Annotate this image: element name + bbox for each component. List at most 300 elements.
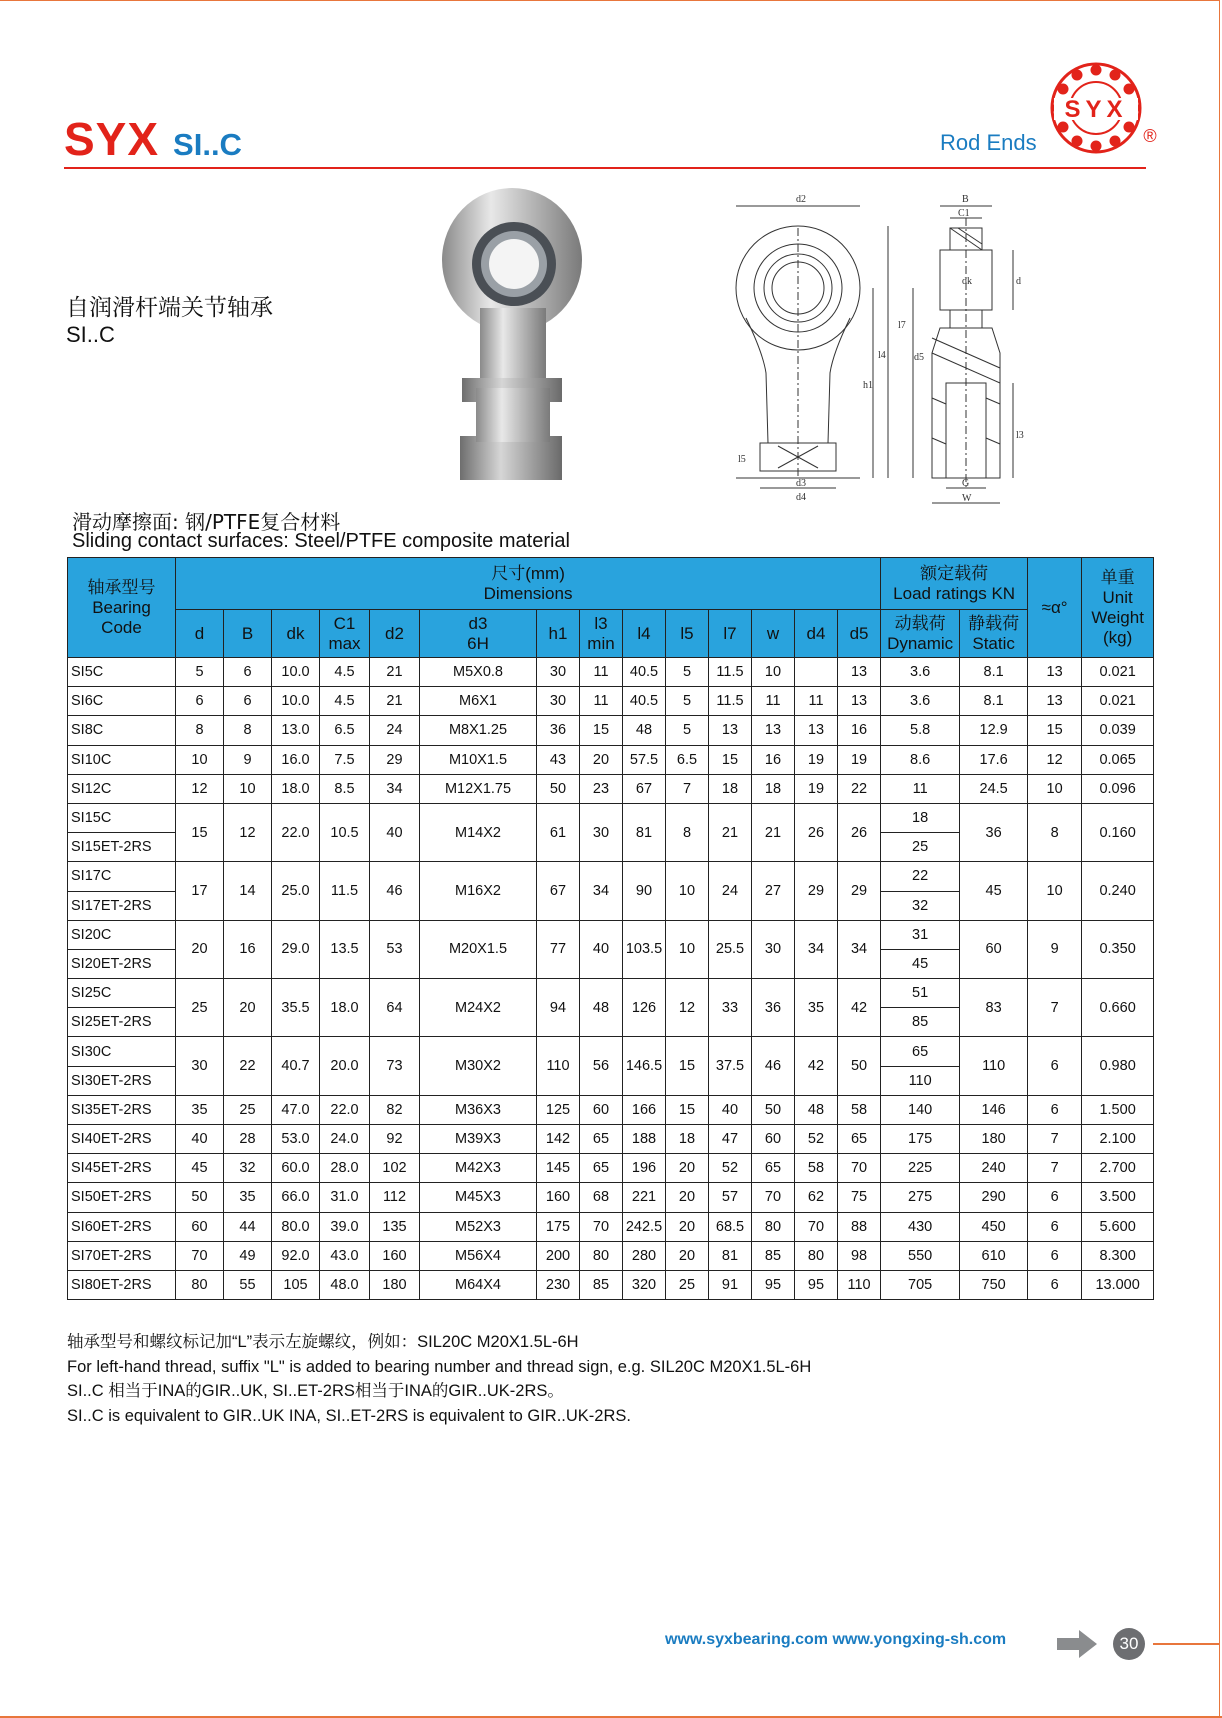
table-cell: 24.0	[320, 1125, 370, 1154]
col-header-l3: l3 min	[580, 610, 623, 658]
table-cell	[795, 658, 838, 687]
col-header-dk: dk	[272, 610, 320, 658]
table-row	[68, 803, 1154, 832]
table-cell: M52X3	[420, 1212, 537, 1241]
table-row	[68, 745, 1154, 774]
table-cell: 40	[176, 1125, 224, 1154]
table-cell: 8	[666, 803, 709, 861]
table-cell: 160	[370, 1241, 420, 1270]
table-cell: 0.350	[1082, 920, 1154, 978]
table-cell: 19	[838, 745, 881, 774]
label-B: B	[962, 194, 969, 205]
table-cell: 17	[176, 862, 224, 920]
col-header-dynamic: 动载荷 Dynamic	[881, 610, 960, 658]
table-cell: SI25C	[68, 979, 176, 1008]
table-cell: SI35ET-2RS	[68, 1095, 176, 1124]
table-cell: M5X0.8	[420, 658, 537, 687]
table-cell: 48	[580, 979, 623, 1037]
table-cell: M39X3	[420, 1125, 537, 1154]
table-cell: 175	[881, 1125, 960, 1154]
table-cell: 13	[752, 716, 795, 745]
table-cell: 610	[960, 1241, 1028, 1270]
table-cell: 8.1	[960, 687, 1028, 716]
table-cell: 58	[838, 1095, 881, 1124]
table-cell: 160	[537, 1183, 580, 1212]
table-cell: 230	[537, 1270, 580, 1299]
table-cell: 2.700	[1082, 1154, 1154, 1183]
table-cell: 242.5	[623, 1212, 666, 1241]
table-cell: 18	[709, 774, 752, 803]
table-cell: 13.0	[272, 716, 320, 745]
table-cell: 82	[370, 1095, 420, 1124]
table-cell: 21	[752, 803, 795, 861]
table-cell: 92	[370, 1125, 420, 1154]
table-cell: SI30ET-2RS	[68, 1066, 176, 1095]
table-cell: 31.0	[320, 1183, 370, 1212]
table-cell: 56	[580, 1037, 623, 1095]
table-cell: 18	[666, 1125, 709, 1154]
table-cell: 20	[580, 745, 623, 774]
table-cell: 27	[752, 862, 795, 920]
table-cell: 180	[960, 1125, 1028, 1154]
table-cell: M64X4	[420, 1270, 537, 1299]
table-cell: 70	[838, 1154, 881, 1183]
material-en: Sliding contact surfaces: Steel/PTFE composite material	[72, 530, 570, 552]
table-cell: 8	[176, 716, 224, 745]
col-header-d4: d4	[795, 610, 838, 658]
table-cell: 66.0	[272, 1183, 320, 1212]
table-cell: 17.6	[960, 745, 1028, 774]
table-cell: 10.0	[272, 687, 320, 716]
label-l5: l5	[738, 454, 746, 465]
table-cell: 29.0	[272, 920, 320, 978]
table-cell: 22	[224, 1037, 272, 1095]
table-cell: 30	[752, 920, 795, 978]
table-row	[68, 862, 1154, 891]
note-line: 轴承型号和螺纹标记加“L”表示左旋螺纹，例如：SIL20C M20X1.5L-6H	[67, 1333, 579, 1351]
table-row	[68, 1125, 1154, 1154]
label-C1: C1	[958, 208, 970, 219]
table-cell: 10	[1028, 774, 1082, 803]
table-cell: 240	[960, 1154, 1028, 1183]
table-cell: M12X1.75	[420, 774, 537, 803]
material-cn: 滑动摩擦面: 钢/PTFE复合材料	[72, 510, 341, 534]
table-cell: M36X3	[420, 1095, 537, 1124]
table-row	[68, 774, 1154, 803]
table-cell: 88	[838, 1212, 881, 1241]
table-row	[68, 1037, 1154, 1066]
table-cell: 2.100	[1082, 1125, 1154, 1154]
table-cell: 3.6	[881, 687, 960, 716]
table-cell: 10	[1028, 862, 1082, 920]
table-cell: 8.300	[1082, 1241, 1154, 1270]
table-cell: 50	[537, 774, 580, 803]
arrow-right-icon	[1055, 1626, 1101, 1666]
label-d3: d3	[796, 478, 806, 489]
label-d2: d2	[796, 194, 806, 205]
table-cell: 29	[370, 745, 420, 774]
technical-drawing	[718, 188, 1038, 532]
table-cell: 36	[960, 803, 1028, 861]
table-cell: 35	[224, 1183, 272, 1212]
table-cell: 0.660	[1082, 979, 1154, 1037]
table-cell: 20	[176, 920, 224, 978]
table-cell: 102	[370, 1154, 420, 1183]
table-cell: 11	[881, 774, 960, 803]
col-header-c1: C1 max	[320, 610, 370, 658]
table-cell: 10	[752, 658, 795, 687]
table-cell: 40.5	[623, 687, 666, 716]
col-header-h1: h1	[537, 610, 580, 658]
table-cell: 67	[537, 862, 580, 920]
table-cell: 26	[795, 803, 838, 861]
table-cell: 110	[960, 1037, 1028, 1095]
table-cell: 0.240	[1082, 862, 1154, 920]
table-cell: 70	[580, 1212, 623, 1241]
table-cell: 11	[752, 687, 795, 716]
table-cell: 65	[838, 1125, 881, 1154]
table-cell: 146	[960, 1095, 1028, 1124]
table-cell: 4.5	[320, 687, 370, 716]
table-cell: 6	[1028, 1183, 1082, 1212]
table-cell: 0.021	[1082, 687, 1154, 716]
table-cell: 24	[370, 716, 420, 745]
table-cell: 43	[537, 745, 580, 774]
table-cell: 11.5	[709, 687, 752, 716]
table-cell: 126	[623, 979, 666, 1037]
table-cell: SI80ET-2RS	[68, 1270, 176, 1299]
label-l7: l7	[898, 320, 906, 331]
table-cell: 30	[176, 1037, 224, 1095]
table-cell: 25.5	[709, 920, 752, 978]
table-cell: 10	[666, 862, 709, 920]
table-cell: 20	[666, 1154, 709, 1183]
table-cell: 39.0	[320, 1212, 370, 1241]
col-header-l7: l7	[709, 610, 752, 658]
table-cell: 48	[795, 1095, 838, 1124]
table-row	[68, 1212, 1154, 1241]
table-cell: 85	[580, 1270, 623, 1299]
table-cell: 12	[176, 774, 224, 803]
table-cell: 57.5	[623, 745, 666, 774]
table-cell: 90	[623, 862, 666, 920]
company-logo	[1048, 60, 1160, 160]
table-cell: SI17ET-2RS	[68, 891, 176, 920]
label-d: d	[1016, 276, 1021, 287]
table-cell: 5	[176, 658, 224, 687]
table-cell: 40	[370, 803, 420, 861]
table-cell: 50	[838, 1037, 881, 1095]
table-cell: 51	[881, 979, 960, 1008]
table-cell: 47	[709, 1125, 752, 1154]
table-cell: 15	[580, 716, 623, 745]
table-cell: SI45ET-2RS	[68, 1154, 176, 1183]
table-cell: 40	[580, 920, 623, 978]
table-cell: 11.5	[709, 658, 752, 687]
table-cell: 65	[580, 1125, 623, 1154]
table-cell: 145	[537, 1154, 580, 1183]
table-cell: 15	[709, 745, 752, 774]
table-cell: 42	[838, 979, 881, 1037]
table-cell: 11	[580, 687, 623, 716]
table-cell: M20X1.5	[420, 920, 537, 978]
label-G: G	[962, 478, 970, 489]
table-cell: 0.065	[1082, 745, 1154, 774]
col-header-alpha: ≈α°	[1028, 558, 1082, 658]
table-cell: 92.0	[272, 1241, 320, 1270]
table-cell: 0.160	[1082, 803, 1154, 861]
col-header-l4: l4	[623, 610, 666, 658]
table-cell: 35	[176, 1095, 224, 1124]
table-cell: M56X4	[420, 1241, 537, 1270]
table-cell: 65	[881, 1037, 960, 1066]
table-cell: 30	[580, 803, 623, 861]
table-cell: 5.600	[1082, 1212, 1154, 1241]
table-cell: 7	[1028, 1154, 1082, 1183]
table-cell: 48	[623, 716, 666, 745]
table-cell: 29	[838, 862, 881, 920]
table-cell: 10.5	[320, 803, 370, 861]
table-cell: 60	[580, 1095, 623, 1124]
product-photo	[432, 188, 592, 502]
col-header-d3: d3 6H	[420, 610, 537, 658]
table-row	[68, 716, 1154, 745]
table-cell: 10.0	[272, 658, 320, 687]
table-cell: 12	[224, 803, 272, 861]
table-cell: 20.0	[320, 1037, 370, 1095]
table-cell: 13	[838, 687, 881, 716]
table-cell: 12	[666, 979, 709, 1037]
table-cell: 24	[709, 862, 752, 920]
table-cell: SI60ET-2RS	[68, 1212, 176, 1241]
table-cell: M16X2	[420, 862, 537, 920]
table-cell: 6	[176, 687, 224, 716]
table-cell: 13	[1028, 658, 1082, 687]
table-cell: 5	[666, 687, 709, 716]
table-row	[68, 1270, 1154, 1299]
table-cell: 6.5	[320, 716, 370, 745]
table-cell: 225	[881, 1154, 960, 1183]
table-cell: 22.0	[272, 803, 320, 861]
table-cell: 58	[795, 1154, 838, 1183]
table-cell: 5.8	[881, 716, 960, 745]
table-cell: 10	[224, 774, 272, 803]
table-cell: 110	[838, 1270, 881, 1299]
table-cell: 175	[537, 1212, 580, 1241]
label-l3: l3	[1016, 430, 1024, 441]
table-row	[68, 979, 1154, 1008]
table-cell: 13	[709, 716, 752, 745]
brand-header	[64, 112, 242, 166]
table-cell: 9	[1028, 920, 1082, 978]
table-cell: M30X2	[420, 1037, 537, 1095]
table-cell: 25	[666, 1270, 709, 1299]
col-header-w: w	[752, 610, 795, 658]
table-cell: 11	[795, 687, 838, 716]
table-cell: 40.5	[623, 658, 666, 687]
col-header-l5: l5	[666, 610, 709, 658]
table-cell: 45	[881, 949, 960, 978]
header-rule	[64, 167, 1146, 169]
table-cell: 6.5	[666, 745, 709, 774]
table-cell: 46	[370, 862, 420, 920]
table-cell: 28.0	[320, 1154, 370, 1183]
table-cell: 0.096	[1082, 774, 1154, 803]
table-cell: M42X3	[420, 1154, 537, 1183]
table-cell: 52	[709, 1154, 752, 1183]
table-cell: 19	[795, 745, 838, 774]
table-cell: 83	[960, 979, 1028, 1037]
table-cell: 11	[580, 658, 623, 687]
table-cell: 94	[537, 979, 580, 1037]
table-cell: 70	[752, 1183, 795, 1212]
col-header-code: 轴承型号 Bearing Code	[68, 558, 176, 658]
table-cell: 18.0	[272, 774, 320, 803]
table-cell: 46	[752, 1037, 795, 1095]
table-cell: SI20C	[68, 920, 176, 949]
table-cell: 77	[537, 920, 580, 978]
product-title-cn: 自润滑杆端关节轴承	[66, 295, 273, 321]
footer-links[interactable]: www.syxbearing.com www.yongxing-sh.com	[665, 1631, 1007, 1648]
col-header-d2: d2	[370, 610, 420, 658]
table-cell: 37.5	[709, 1037, 752, 1095]
table-cell: 44	[224, 1212, 272, 1241]
table-cell: 140	[881, 1095, 960, 1124]
table-cell: SI70ET-2RS	[68, 1241, 176, 1270]
table-cell: 11.5	[320, 862, 370, 920]
table-cell: 0.980	[1082, 1037, 1154, 1095]
spec-table	[67, 557, 1154, 1300]
table-cell: 80	[176, 1270, 224, 1299]
table-cell: 34	[580, 862, 623, 920]
table-cell: 25	[176, 979, 224, 1037]
table-cell: 20	[224, 979, 272, 1037]
table-cell: 18.0	[320, 979, 370, 1037]
table-cell: 4.5	[320, 658, 370, 687]
table-cell: 7	[666, 774, 709, 803]
table-cell: 6	[1028, 1095, 1082, 1124]
table-row	[68, 920, 1154, 949]
table-cell: M24X2	[420, 979, 537, 1037]
table-cell: SI6C	[68, 687, 176, 716]
table-cell: 15	[1028, 716, 1082, 745]
table-cell: 13	[795, 716, 838, 745]
page-number: 30	[1113, 1628, 1145, 1660]
table-cell: 105	[272, 1270, 320, 1299]
table-cell: 40.7	[272, 1037, 320, 1095]
table-cell: 15	[176, 803, 224, 861]
table-cell: 64	[370, 979, 420, 1037]
table-cell: 221	[623, 1183, 666, 1212]
label-d5: d5	[914, 352, 924, 363]
logo-text: SYX	[1064, 96, 1128, 123]
table-cell: 10	[176, 745, 224, 774]
table-cell: 45	[960, 862, 1028, 920]
table-cell: 16.0	[272, 745, 320, 774]
product-title-en: SI..C	[66, 322, 115, 347]
table-cell: 16	[224, 920, 272, 978]
table-cell: 18	[752, 774, 795, 803]
table-cell: SI12C	[68, 774, 176, 803]
table-cell: 95	[795, 1270, 838, 1299]
table-cell: 62	[795, 1183, 838, 1212]
table-cell: 0.021	[1082, 658, 1154, 687]
table-cell: 705	[881, 1270, 960, 1299]
table-cell: 188	[623, 1125, 666, 1154]
table-cell: 430	[881, 1212, 960, 1241]
table-cell: 50	[176, 1183, 224, 1212]
table-cell: 15	[666, 1037, 709, 1095]
table-cell: SI25ET-2RS	[68, 1008, 176, 1037]
table-cell: 75	[838, 1183, 881, 1212]
note-line: SI..C is equivalent to GIR..UK INA, SI..ET-2RS is equivalent to GIR..UK-2RS.	[67, 1406, 631, 1425]
table-row	[68, 687, 1154, 716]
table-cell: 3.500	[1082, 1183, 1154, 1212]
table-cell: 112	[370, 1183, 420, 1212]
table-cell: 21	[370, 687, 420, 716]
table-cell: 200	[537, 1241, 580, 1270]
table-cell: 65	[752, 1154, 795, 1183]
table-cell: 68	[580, 1183, 623, 1212]
table-cell: 61	[537, 803, 580, 861]
label-d4: d4	[796, 492, 806, 503]
table-cell: 5	[666, 716, 709, 745]
col-header-weight: 单重 Unit Weight (kg)	[1082, 558, 1154, 658]
table-cell: 60.0	[272, 1154, 320, 1183]
table-cell: 25.0	[272, 862, 320, 920]
table-cell: 60	[960, 920, 1028, 978]
table-row	[68, 1154, 1154, 1183]
table-cell: 6	[1028, 1270, 1082, 1299]
table-cell: 7.5	[320, 745, 370, 774]
table-cell: 32	[881, 891, 960, 920]
table-cell: 6	[224, 658, 272, 687]
table-cell: 50	[752, 1095, 795, 1124]
col-header-load: 额定载荷 Load ratings KN	[881, 558, 1028, 610]
table-cell: 29	[795, 862, 838, 920]
table-cell: 110	[881, 1066, 960, 1095]
table-cell: 110	[537, 1037, 580, 1095]
table-cell: 135	[370, 1212, 420, 1241]
table-cell: 8.1	[960, 658, 1028, 687]
col-header-d: d	[176, 610, 224, 658]
table-cell: 53.0	[272, 1125, 320, 1154]
table-cell: 22	[838, 774, 881, 803]
model-name: SI..C	[173, 127, 242, 162]
table-cell: 70	[176, 1241, 224, 1270]
table-cell: 16	[838, 716, 881, 745]
table-cell: SI30C	[68, 1037, 176, 1066]
table-cell: 8.6	[881, 745, 960, 774]
table-cell: 1.500	[1082, 1095, 1154, 1124]
table-cell: 43.0	[320, 1241, 370, 1270]
table-cell: SI15ET-2RS	[68, 833, 176, 862]
table-cell: 80	[580, 1241, 623, 1270]
table-cell: 3.6	[881, 658, 960, 687]
footer-rule	[1153, 1643, 1219, 1645]
note-line: For left-hand thread, suffix "L" is added to bearing number and thread sign, e.g. SIL20C M20X1.5L-6H	[67, 1357, 812, 1376]
label-dk: dk	[962, 276, 972, 287]
table-cell: 290	[960, 1183, 1028, 1212]
table-cell: 25	[881, 833, 960, 862]
table-cell: 142	[537, 1125, 580, 1154]
table-cell: M14X2	[420, 803, 537, 861]
registered-mark: ®	[1143, 126, 1157, 146]
label-h1: h1	[863, 380, 873, 391]
table-cell: 25	[224, 1095, 272, 1124]
table-cell: 13.5	[320, 920, 370, 978]
table-cell: 166	[623, 1095, 666, 1124]
